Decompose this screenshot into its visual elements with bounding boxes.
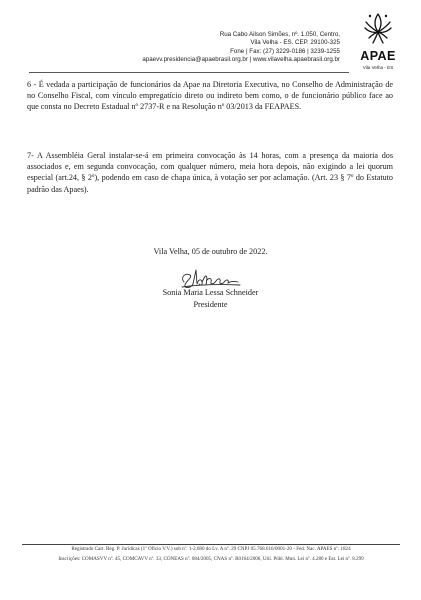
- place-and-date: Vila Velha, 05 de outubro de 2022.: [153, 247, 268, 256]
- letterhead-address: [120, 31, 340, 65]
- signer-role: Presidente: [193, 300, 228, 309]
- letterhead-divider: [29, 72, 349, 73]
- address-phone: Fone | Fax: (27) 3229-0186 | 3239-1255: [230, 47, 340, 55]
- paragraph-item-6: 6 - É vedada a participação de funcionários da Apae na Diretoria Executiva, no Conselho de Administração de no Conselho Fiscal, com vínculo empregatício direto ou indireto bem como, o de funcionário público face ao que consta no Decreto Estadual nº 2737-R e na Resolução nº 03/2013 da FEAPAES.: [27, 80, 393, 112]
- address-city: Vila Velha - ES. CEP. 29100-325: [250, 39, 340, 47]
- apae-logo-icon: [360, 10, 396, 48]
- address-email-web: apaevv.presidencia@apaebrasil.org.br | www.vilavelha.apaebrasil.org.br: [142, 56, 340, 64]
- footer-line-registration: Registrado Cart. Reg. P. Jurídicas (1º Ofício V.V.) sob nº. 1-2.680 do Lv. A nº. 29 CNPJ 05.768.616/0001-20 - Fed. Nac. APAES nº. 1824: [71, 546, 351, 552]
- logo-wordmark: APAE: [360, 49, 396, 63]
- logo-city: Vila Velha - ES: [362, 65, 394, 70]
- footer-line-inscriptions: Inscrições: COMASVV nº. 45, COMCAVV nº. 33, CONEAS nº. 084/2005, CNAS nº. R0164/2006, Util. Públ. Mun. Lei nº. 4.280 e Est. Lei nº. 8.299: [58, 555, 364, 562]
- address-street: Rua Cabo Ailson Simões, nº. 1.050, Centro,: [219, 31, 340, 38]
- apae-logo: [353, 10, 403, 76]
- signer-name: Sonia Maria Lessa Schneider: [162, 288, 259, 297]
- paragraph-item-7: 7- A Assembléia Geral instalar-se-á em primeira convocação às 14 horas, com a presença da maioria dos associados e, em segunda convocação, com qualquer número, meia hora depois, não exigindo a lei quorum especial (art.24, § 2º), podendo em caso de chapa única, à votação ser por aclamação. (Art. 23 § 7º do Estatuto padrão das Apaes).: [27, 151, 393, 194]
- footer-registration: [22, 545, 400, 564]
